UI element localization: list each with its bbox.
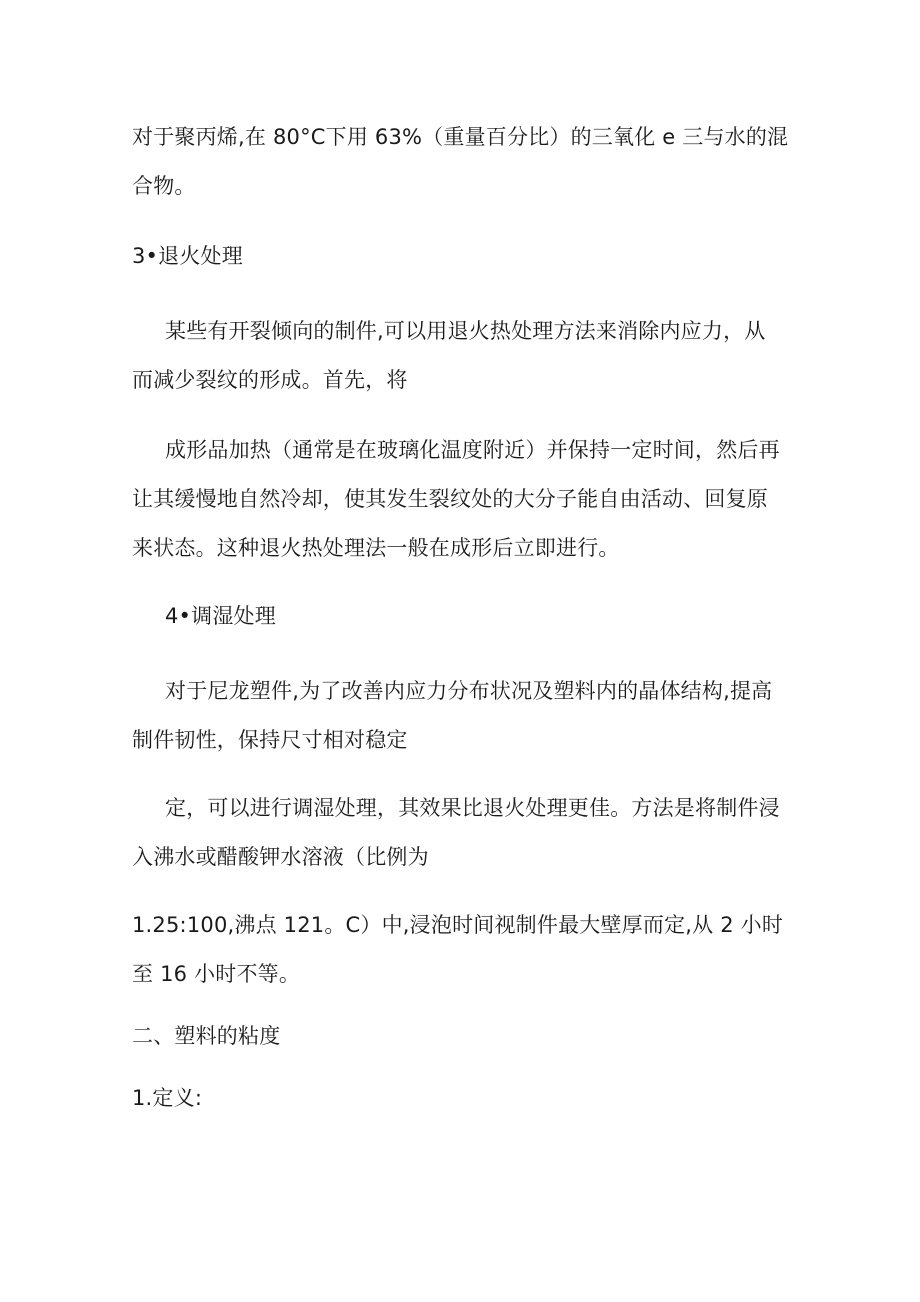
- section-heading: 二、塑料的粘度: [132, 1024, 281, 1048]
- text-line: 来状态。这种退火热处理法一般在成形后立即进行。: [132, 536, 620, 560]
- section-heading: 3•退火处理: [132, 244, 243, 268]
- subsection-heading: 1.定义:: [132, 1086, 203, 1110]
- text-line: 入沸水或醋酸钾水溶液（比例为: [132, 845, 429, 869]
- text-line: 制件韧性，保持尺寸相对稳定: [132, 728, 408, 752]
- text-line: 合物。: [132, 174, 196, 198]
- text-line: 对于聚丙烯,在 80°C下用 63%（重量百分比）的三氧化 e 三与水的混: [132, 125, 789, 149]
- text-line: 至 16 小时不等。: [132, 962, 301, 986]
- section-heading: 4•调湿处理: [165, 604, 276, 628]
- text-line: 1.25:100,沸点 121。C）中,浸泡时间视制件最大壁厚而定,从 2 小时: [132, 913, 784, 937]
- text-line: 某些有开裂倾向的制件,可以用退火热处理方法来消除内应力，从: [165, 319, 766, 343]
- text-line: 定，可以进行调湿处理，其效果比退火处理更佳。方法是将制件浸: [165, 796, 780, 820]
- text-line: 对于尼龙塑件,为了改善内应力分布状况及塑料内的晶体结构,提高: [165, 679, 773, 703]
- text-line: 让其缓慢地自然冷却，使其发生裂纹处的大分子能自由活动、回复原: [132, 487, 768, 511]
- text-line: 而减少裂纹的形成。首先，将: [132, 368, 408, 392]
- text-line: 成形品加热（通常是在玻璃化温度附近）并保持一定时间，然后再: [165, 438, 780, 462]
